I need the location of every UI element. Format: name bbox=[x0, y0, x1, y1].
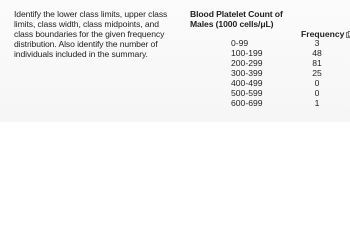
class-cell: 200-299 bbox=[231, 58, 263, 68]
frequency-cell: 3 bbox=[314, 38, 320, 48]
class-column bbox=[231, 38, 263, 108]
frequency-cell: 0 bbox=[314, 88, 320, 98]
class-cell: 0-99 bbox=[231, 38, 249, 48]
class-cell: 500-599 bbox=[231, 88, 263, 98]
frequency-column bbox=[309, 38, 325, 108]
class-cell: 600-699 bbox=[231, 98, 263, 108]
frequency-cell: 81 bbox=[312, 58, 322, 68]
frequency-cell: 1 bbox=[314, 98, 320, 108]
frequency-cell: 48 bbox=[312, 48, 322, 58]
frequency-cell: 25 bbox=[312, 68, 322, 78]
class-cell: 300-399 bbox=[231, 68, 263, 78]
frequency-header-label: Frequency bbox=[301, 29, 345, 39]
frequency-cell: 0 bbox=[314, 78, 320, 88]
table-header-line-1: Blood Platelet Count of bbox=[190, 9, 283, 19]
table-header-line-2: Males (1000 cells/μL) bbox=[190, 19, 274, 29]
class-cell: 400-499 bbox=[231, 78, 263, 88]
copy-icon[interactable] bbox=[346, 30, 350, 37]
class-cell: 100-199 bbox=[231, 48, 263, 58]
problem-instructions: Identify the lower class limits, upper class limits, class width, class midpoints, and class boundaries for the given frequency distribution. Also identify the number of individuals included in the summary. bbox=[14, 9, 168, 59]
